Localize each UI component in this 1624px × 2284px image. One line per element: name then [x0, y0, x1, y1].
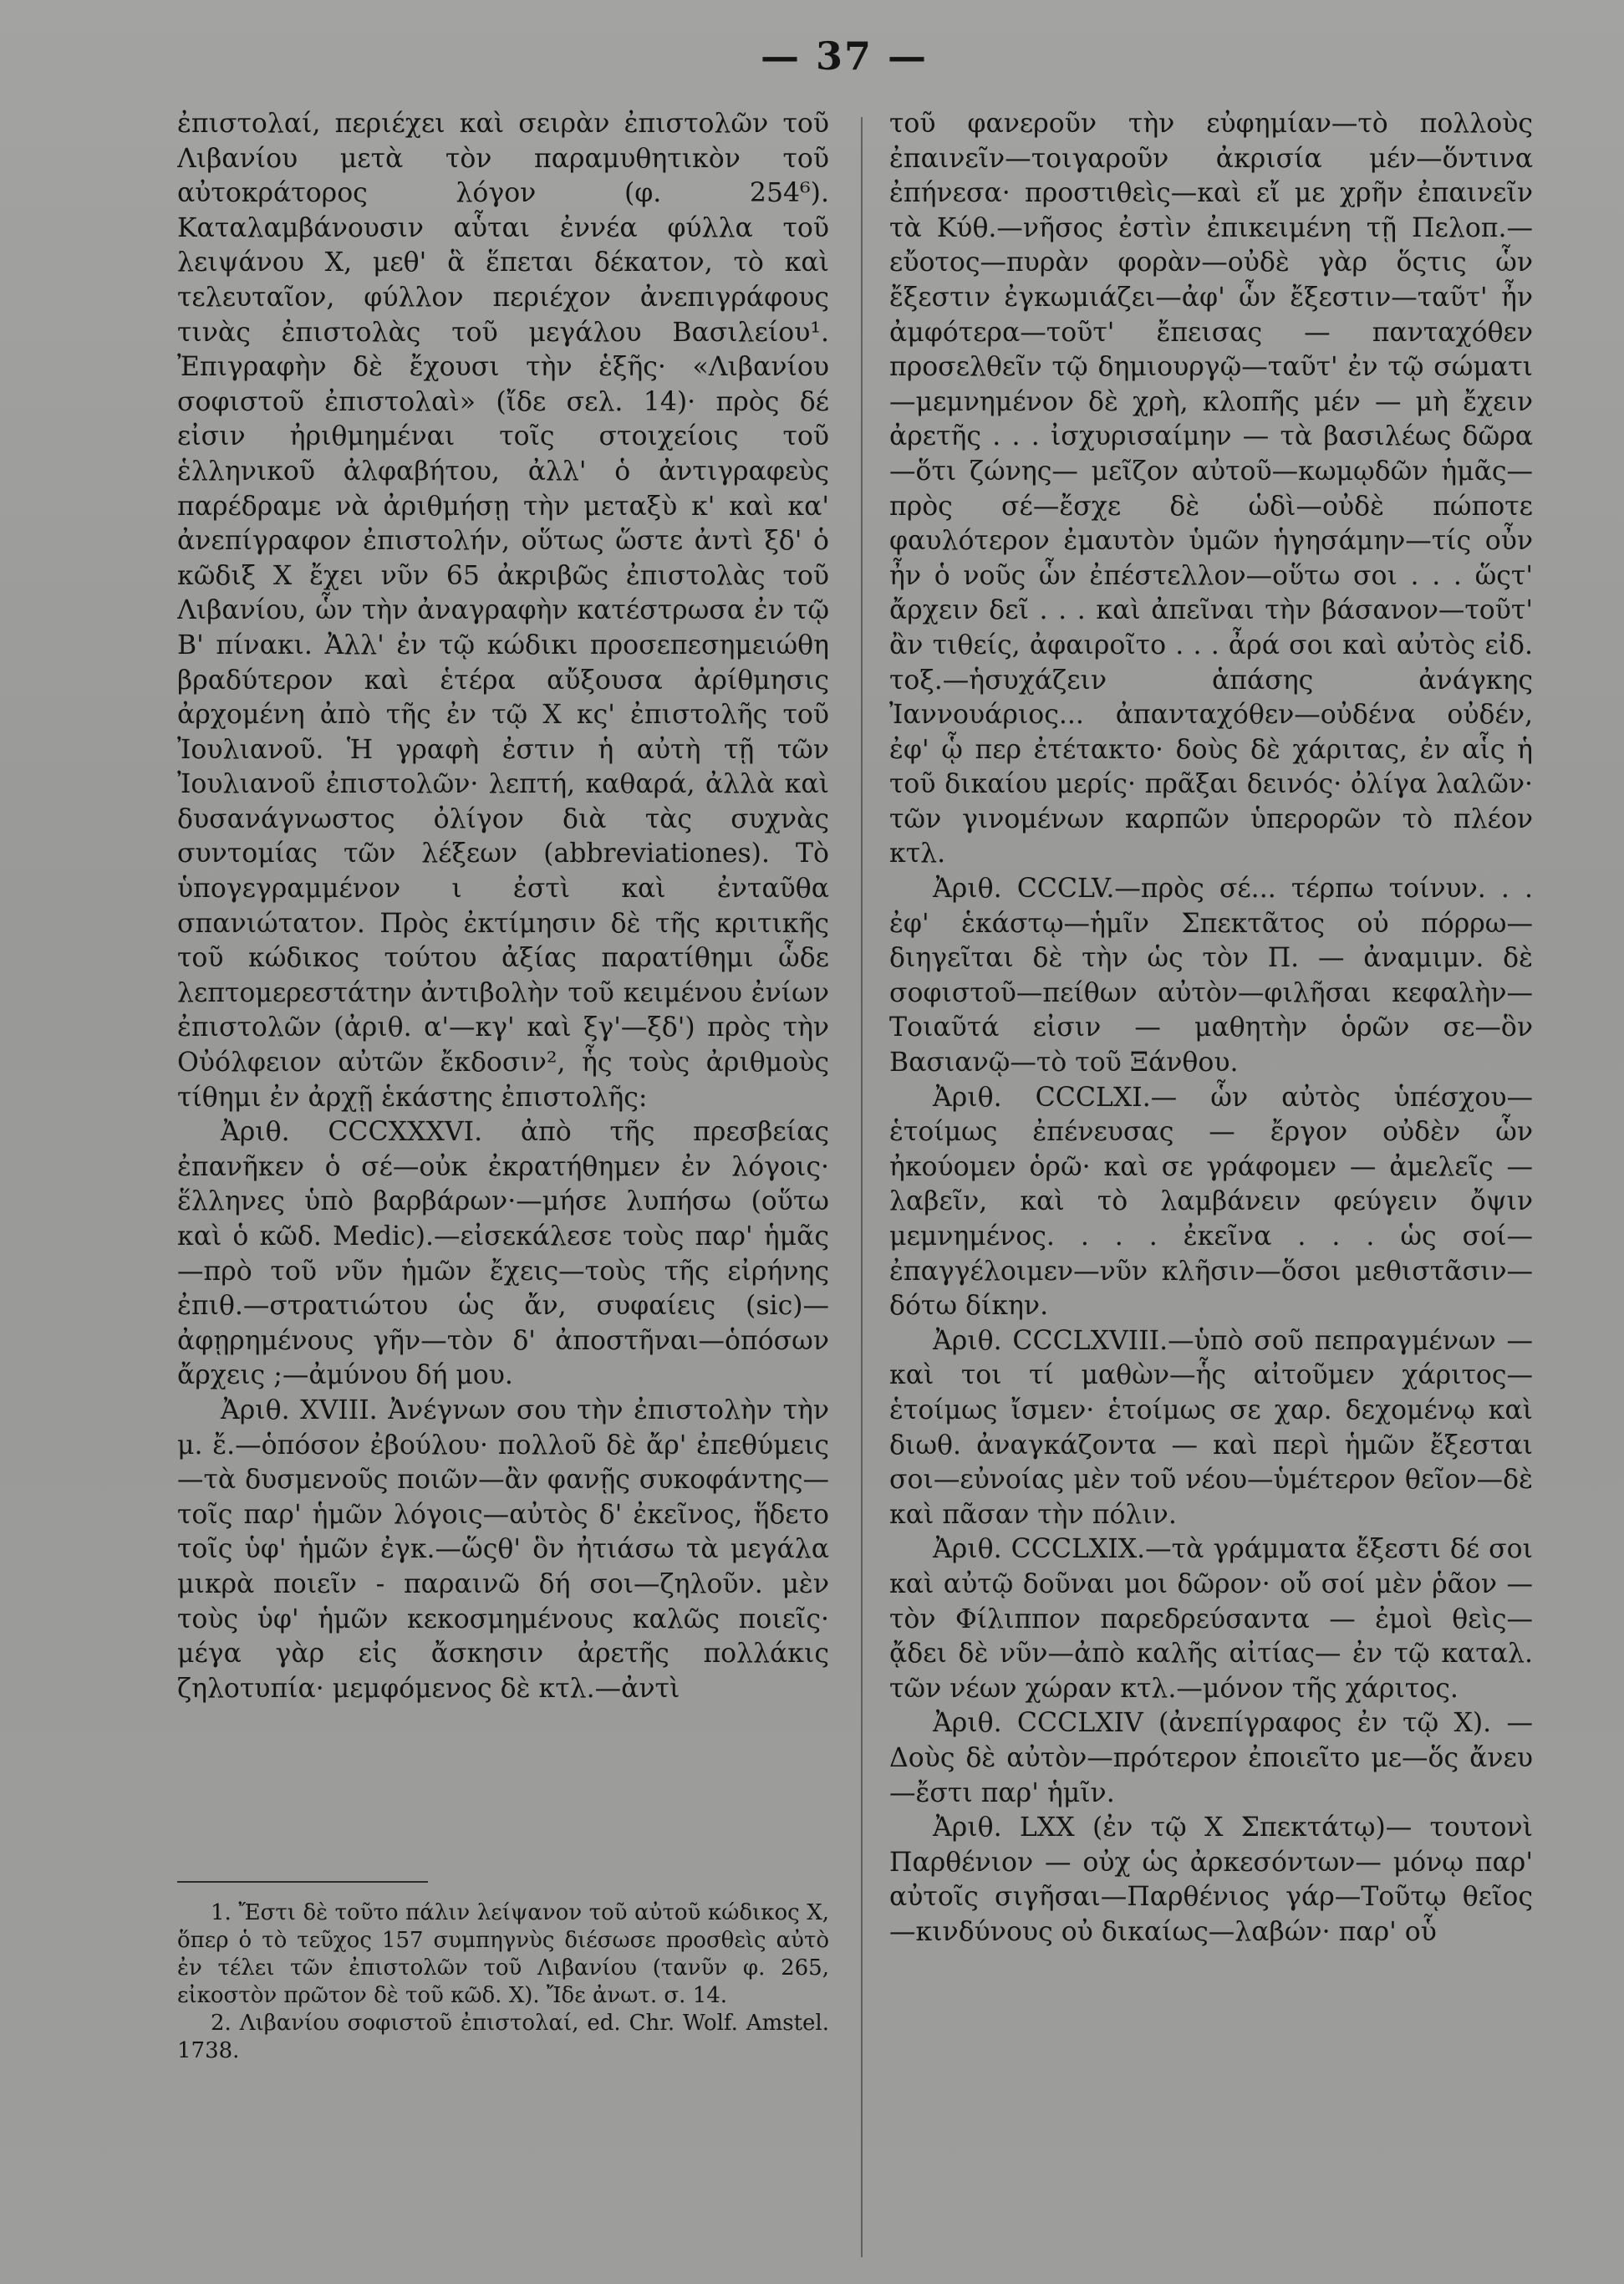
right-column-text [889, 107, 1533, 2264]
right-paragraph: τοῦ φανεροῦν τὴν εὐφημίαν—τὸ πολλοὺς ἐπαινεῖν—τοιγαροῦν ἀκρισία μέν—ὅντινα ἐπήνεσα· προστιθεὶς—καὶ εἴ με χρῆν ἐπαινεῖν τὰ Κύθ.—νῆσος ἐστὶν ἐπικειμένη τῇ Πελοπ.—εὔοτος—πυρὰν φορὰν—οὐδὲ γὰρ ὅςτις ὧν ἔξεστιν ἐγκωμιάζει—ἀφ' ὧν ἔξεστιν—ταῦτ' ἦν ἀμφότερα—τοῦτ' ἔπεισας — πανταχόθεν προσελθεῖν τῷ δημιουργῷ—ταῦτ' ἐν τῷ σώματι—μεμνημένον δὲ χρὴ, κλοπῆς μέν — μὴ ἔχειν ἀρετῆς . . . ἰσχυρισαίμην — τὰ βασιλέως δῶρα—ὅτι ζώνης— μεῖζον αὐτοῦ—κωμῳδῶν ἡμᾶς—πρὸς σέ—ἔσχε δὲ ὡδὶ—οὐδὲ πώποτε φαυλότερον ἐμαυτὸν ὑμῶν ἡγησάμην—τίς οὖν ἦν ὁ νοῦς ὧν ἐπέστελλον—οὕτω σοι . . . ὥςτ' ἄρχειν δεῖ . . . καὶ ἀπεῖναι τὴν βάσανον—τοῦτ' ἂν τιθείς, ἀφαιροῖτο . . . ἆρά σοι καὶ αὐτὸς εἰδ. τοξ.—ἡσυχάζειν ἁπάσης ἀνάγκης Ἰαννουάριος... ἀπανταχόθεν—οὐδένα οὐδέν, ἐφ' ᾧ περ ἐτέτακτο· δοὺς δὲ χάριτας, ἐν αἷς ἡ τοῦ δικαίου μερίς· πρᾶξαι δεινός· ὀλίγα λαλῶν· τῶν γινομένων καρπῶν ὑπερορῶν τὸ πλέον κτλ. [889, 109, 1533, 869]
left-column [177, 107, 829, 1904]
footnote: 1. Ἔστι δὲ τοῦτο πάλιν λείψανον τοῦ αὐτοῦ κώδικος Χ, ὅπερ ὁ τὸ τεῦχος 157 συμπηγνὺς διέσωσε προσθεὶς αὐτὸ ἐν τέλει τῶν ἐπιστολῶν τοῦ Λιβανίου (τανῦν φ. 265, εἰκοστὸν πρῶτον δὲ τοῦ κῶδ. Χ). Ἴδε ἀνωτ. σ. 14. [177, 1900, 829, 2008]
right-paragraph: Ἀριθ. CCCLXIV (ἀνεπίγραφος ἐν τῷ Χ). —Δοὺς δὲ αὐτὸν—πρότερον ἐποιεῖτο με—ὅς ἄνευ—ἔστι παρ' ἡμῖν. [889, 1708, 1533, 1808]
column-divider [861, 117, 863, 2257]
left-column-text [177, 107, 829, 1904]
footnote-divider [177, 1881, 428, 1883]
footnote: 2. Λιβανίου σοφιστοῦ ἐπιστολαί, ed. Chr. Wolf. Amstel. 1738. [177, 2011, 829, 2063]
right-paragraph: Ἀριθ. LXX (ἐν τῷ Χ Σπεκτάτῳ)— τουτονὶ Παρθένιον — οὐχ ὡς ἀρκεσόντων— μόνῳ παρ' αὐτοῖς σιγῆσαι—Παρθένιος γάρ—Τοῦτῳ θεῖος—κινδύνους οὐ δικαίως—λαβών· παρ' οὗ [889, 1812, 1533, 1947]
right-paragraph: Ἀριθ. CCCLXIX.—τὰ γράμματα ἔξεστι δέ σοι καὶ αὐτῷ δοῦναι μοι δῶρον· οὔ σοί μὲν ῥᾶον — τὸν Φίλιππον παρεδρεύσαντα — ἐμοὶ θεὶς—ᾄδει δὲ νῦν—ἀπὸ καλῆς αἰτίας— ἐν τῷ καταλ. τῶν νέων χώραν κτλ.—μόνον τῆς χάριτος. [889, 1534, 1533, 1704]
left-paragraph: ἐπιστολαί, περιέχει καὶ σειρὰν ἐπιστολῶν τοῦ Λιβανίου μετὰ τὸν παραμυθητικὸν τοῦ αὐτοκράτορος λόγον (φ. 254⁶). Καταλαμβάνουσιν αὗται ἐννέα φύλλα τοῦ λειψάνου Χ, μεθ' ἃ ἕπεται δέκατον, τὸ καὶ τελευταῖον, φύλλον περιέχον ἀνεπιγράφους τινὰς ἐπιστολὰς τοῦ μεγάλου Βασιλείου¹. Ἐπιγραφὴν δὲ ἔχουσι τὴν ἑξῆς· «Λιβανίου σοφιστοῦ ἐπιστολαὶ» (ἴδε σελ. 14)· πρὸς δέ εἰσιν ἠριθμημέναι τοῖς στοιχείοις τοῦ ἑλληνικοῦ ἀλφαβήτου, ἀλλ' ὁ ἀντιγραφεὺς παρέδραμε νὰ ἀριθμήσῃ τὴν μεταξὺ κ' καὶ κα' ἀνεπίγραφον ἐπιστολήν, οὕτως ὥστε ἀντὶ ξδ' ὁ κῶδιξ Χ ἔχει νῦν 65 ἀκριβῶς ἐπιστολὰς τοῦ Λιβανίου, ὧν τὴν ἀναγραφὴν κατέστρωσα ἐν τῷ Β' πίνακι. Ἀλλ' ἐν τῷ κώδικι προσεπεσημειώθη βραδύτερον καὶ ἑτέρα αὔξουσα ἀρίθμησις ἀρχομένη ἀπὸ τῆς ἐν τῷ Χ κς' ἐπιστολῆς τοῦ Ἰουλιανοῦ. Ἡ γραφὴ ἐστιν ἡ αὐτὴ τῇ τῶν Ἰουλιανοῦ ἐπιστολῶν· λεπτή, καθαρά, ἀλλὰ καὶ δυσανάγνωστος ὀλίγον διὰ τὰς συχνὰς συντομίας τῶν λέξεων (abbreviationes). Τὸ ὑπογεγραμμένον ι ἐστὶ καὶ ἐνταῦθα σπανιώτατον. Πρὸς ἐκτίμησιν δὲ τῆς κριτικῆς τοῦ κώδικος τούτου ἀξίας παρατίθημι ὧδε λεπτομερεστάτην ἀντιβολὴν τοῦ κειμένου ἐνίων ἐπιστολῶν (ἀριθ. α'—κγ' καὶ ξγ'—ξδ') πρὸς τὴν Οὐόλφειον αὐτῶν ἔκδοσιν², ἧς τοὺς ἀριθμοὺς τίθημι ἐν ἀρχῇ ἑκάστης ἐπιστολῆς: [177, 109, 829, 1113]
footnotes [177, 1899, 829, 2065]
right-paragraph: Ἀριθ. CCCLXI.— ὧν αὐτὸς ὑπέσχου—ἑτοίμως ἐπένευσας — ἔργον οὐδὲν ὧν ἠκούομεν ὁρῶ· καὶ σε γράφομεν — ἀμελεῖς — λαβεῖν, καὶ τὸ λαμβάνειν φεύγειν ὄψιν μεμνημένος. . . . ἐκεῖνα . . . ὡς σοί—ἐπαγγέλοιμεν—νῦν κλῆσιν—ὅσοι μεθιστᾶσιν—δότω δίκην. [889, 1082, 1533, 1322]
page-number: — 37 — [760, 33, 929, 79]
right-paragraph: Ἀριθ. CCCLXVIII.—ὑπὸ σοῦ πεπραγμένων —καὶ τοι τί μαθὼν—ἧς αἰτοῦμεν χάριτος—ἑτοίμως ἴσμεν· ἑτοίμως σε χαρ. δεχομένῳ καὶ διωθ. ἀναγκάζοντα — καὶ περὶ ἡμῶν ἔξεσται σοι—εὐνοίας μὲν τοῦ νέου—ὑμέτερον θεῖον—δὲ καὶ πᾶσαν τὴν πόλιν. [889, 1325, 1533, 1530]
left-paragraph: Ἀριθ. XVIII. Ἀνέγνων σου τὴν ἐπιστολὴν τὴν μ. ἔ.—ὁπόσον ἐβούλου· πολλοῦ δὲ ἄρ' ἐπεθύμεις—τὰ δυσμενοῦς ποιῶν—ἂν φανῇς συκοφάντης—τοῖς παρ' ἡμῶν λόγοις—αὐτὸς δ' ἐκεῖνος, ἥδετο τοῖς ὑφ' ἡμῶν ἐγκ.—ὥςθ' ὃν ἠτιάσω τὰ μεγάλα μικρὰ ποιεῖν - παραινῶ δή σοι—ζηλοῦν. μὲν τοὺς ὑφ' ἡμῶν κεκοσμημένους καλῶς ποιεῖς· μέγα γὰρ εἰς ἄσκησιν ἀρετῆς πολλάκις ζηλοτυπία· μεμφόμενος δὲ κτλ.—ἀντὶ [177, 1394, 829, 1704]
left-paragraph: Ἀριθ. CCCXXXVI. ἀπὸ τῆς πρεσβείας ἐπανῆκεν ὁ σέ—οὐκ ἐκρατήθημεν ἐν λόγοις· ἕλληνες ὑπὸ βαρβάρων·—μήσε λυπήσω (οὕτω καὶ ὁ κῶδ. Medic).—εἰσεκάλεσε τοὺς παρ' ἡμᾶς—πρὸ τοῦ νῦν ἡμῶν ἔχεις—τοὺς τῆς εἰρήνης ἐπιθ.—στρατιώτου ὡς ἄν, συφαίεις (sic)—ἀφῃρημένους γῆν—τὸν δ' ἀποστῆναι—ὁπόσων ἄρχεις ;—ἀμύνου δή μου. [177, 1117, 829, 1391]
right-column [889, 107, 1533, 2264]
right-paragraph: Ἀριθ. CCCLV.—πρὸς σέ... τέρπω τοίνυν. . . ἐφ' ἑκάστῳ—ἡμῖν Σπεκτᾶτος οὐ πόρρω—διηγεῖται δὲ τὴν ὡς τὸν Π. — ἀναμιμν. δὲ σοφιστοῦ—πείθων αὐτὸν—φιλῆσαι κεφαλὴν—Τοιαῦτά εἰσιν — μαθητὴν ὁρῶν σε—ὃν Βασιανῷ—τὸ τοῦ Ξάνθου. [889, 874, 1533, 1078]
